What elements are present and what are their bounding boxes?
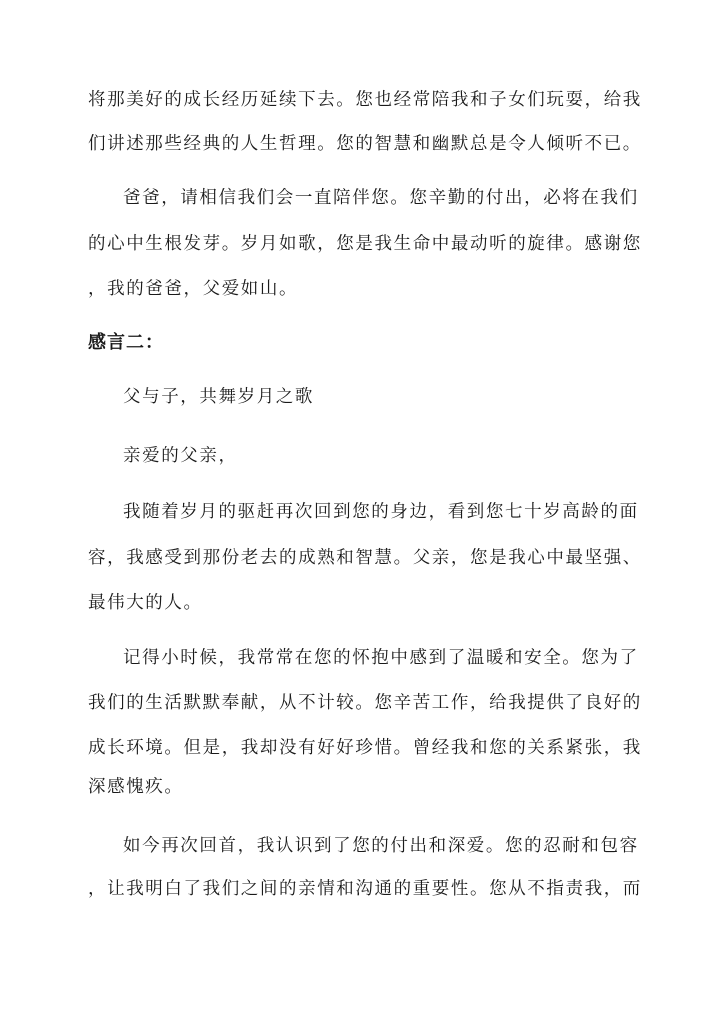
paragraph-line: ，让我明白了我们之间的亲情和沟通的重要性。您从不指责我，而 <box>88 879 642 899</box>
paragraph-line: 将那美好的成长经历延续下去。您也经常陪我和子女们玩耍，给我 <box>88 90 642 110</box>
paragraph-line: 我随着岁月的驱赶再次回到您的身边，看到您七十岁高龄的面 <box>123 502 639 522</box>
letter-title: 父与子，共舞岁月之歌 <box>123 387 314 407</box>
salutation: 亲爱的父亲， <box>123 446 238 466</box>
paragraph-line: 容，我感受到那份老去的成熟和智慧。父亲，您是我心中最坚强、 <box>88 548 642 568</box>
section-heading: 感言二： <box>88 332 164 353</box>
paragraph-line: ，我的爸爸，父爱如山。 <box>88 279 299 299</box>
paragraph-line: 成长环境。但是，我却没有好好珍惜。曾经我和您的关系紧张，我 <box>88 738 642 758</box>
paragraph-line: 的心中生根发芽。岁月如歌，您是我生命中最动听的旋律。感谢您 <box>88 234 642 254</box>
paragraph-line: 最伟大的人。 <box>88 593 203 613</box>
paragraph-line: 们讲述那些经典的人生哲理。您的智慧和幽默总是令人倾听不已。 <box>88 134 642 154</box>
paragraph-line: 爸爸，请相信我们会一直陪伴您。您辛勤的付出，必将在我们 <box>123 188 639 208</box>
paragraph-line: 记得小时候，我常常在您的怀抱中感到了温暖和安全。您为了 <box>123 648 639 668</box>
paragraph-line: 如今再次回首，我认识到了您的付出和深爱。您的忍耐和包容 <box>123 836 639 856</box>
paragraph-line: 深感愧疚。 <box>88 777 184 797</box>
paragraph-line: 我们的生活默默奉献，从不计较。您辛苦工作，给我提供了良好的 <box>88 693 642 713</box>
